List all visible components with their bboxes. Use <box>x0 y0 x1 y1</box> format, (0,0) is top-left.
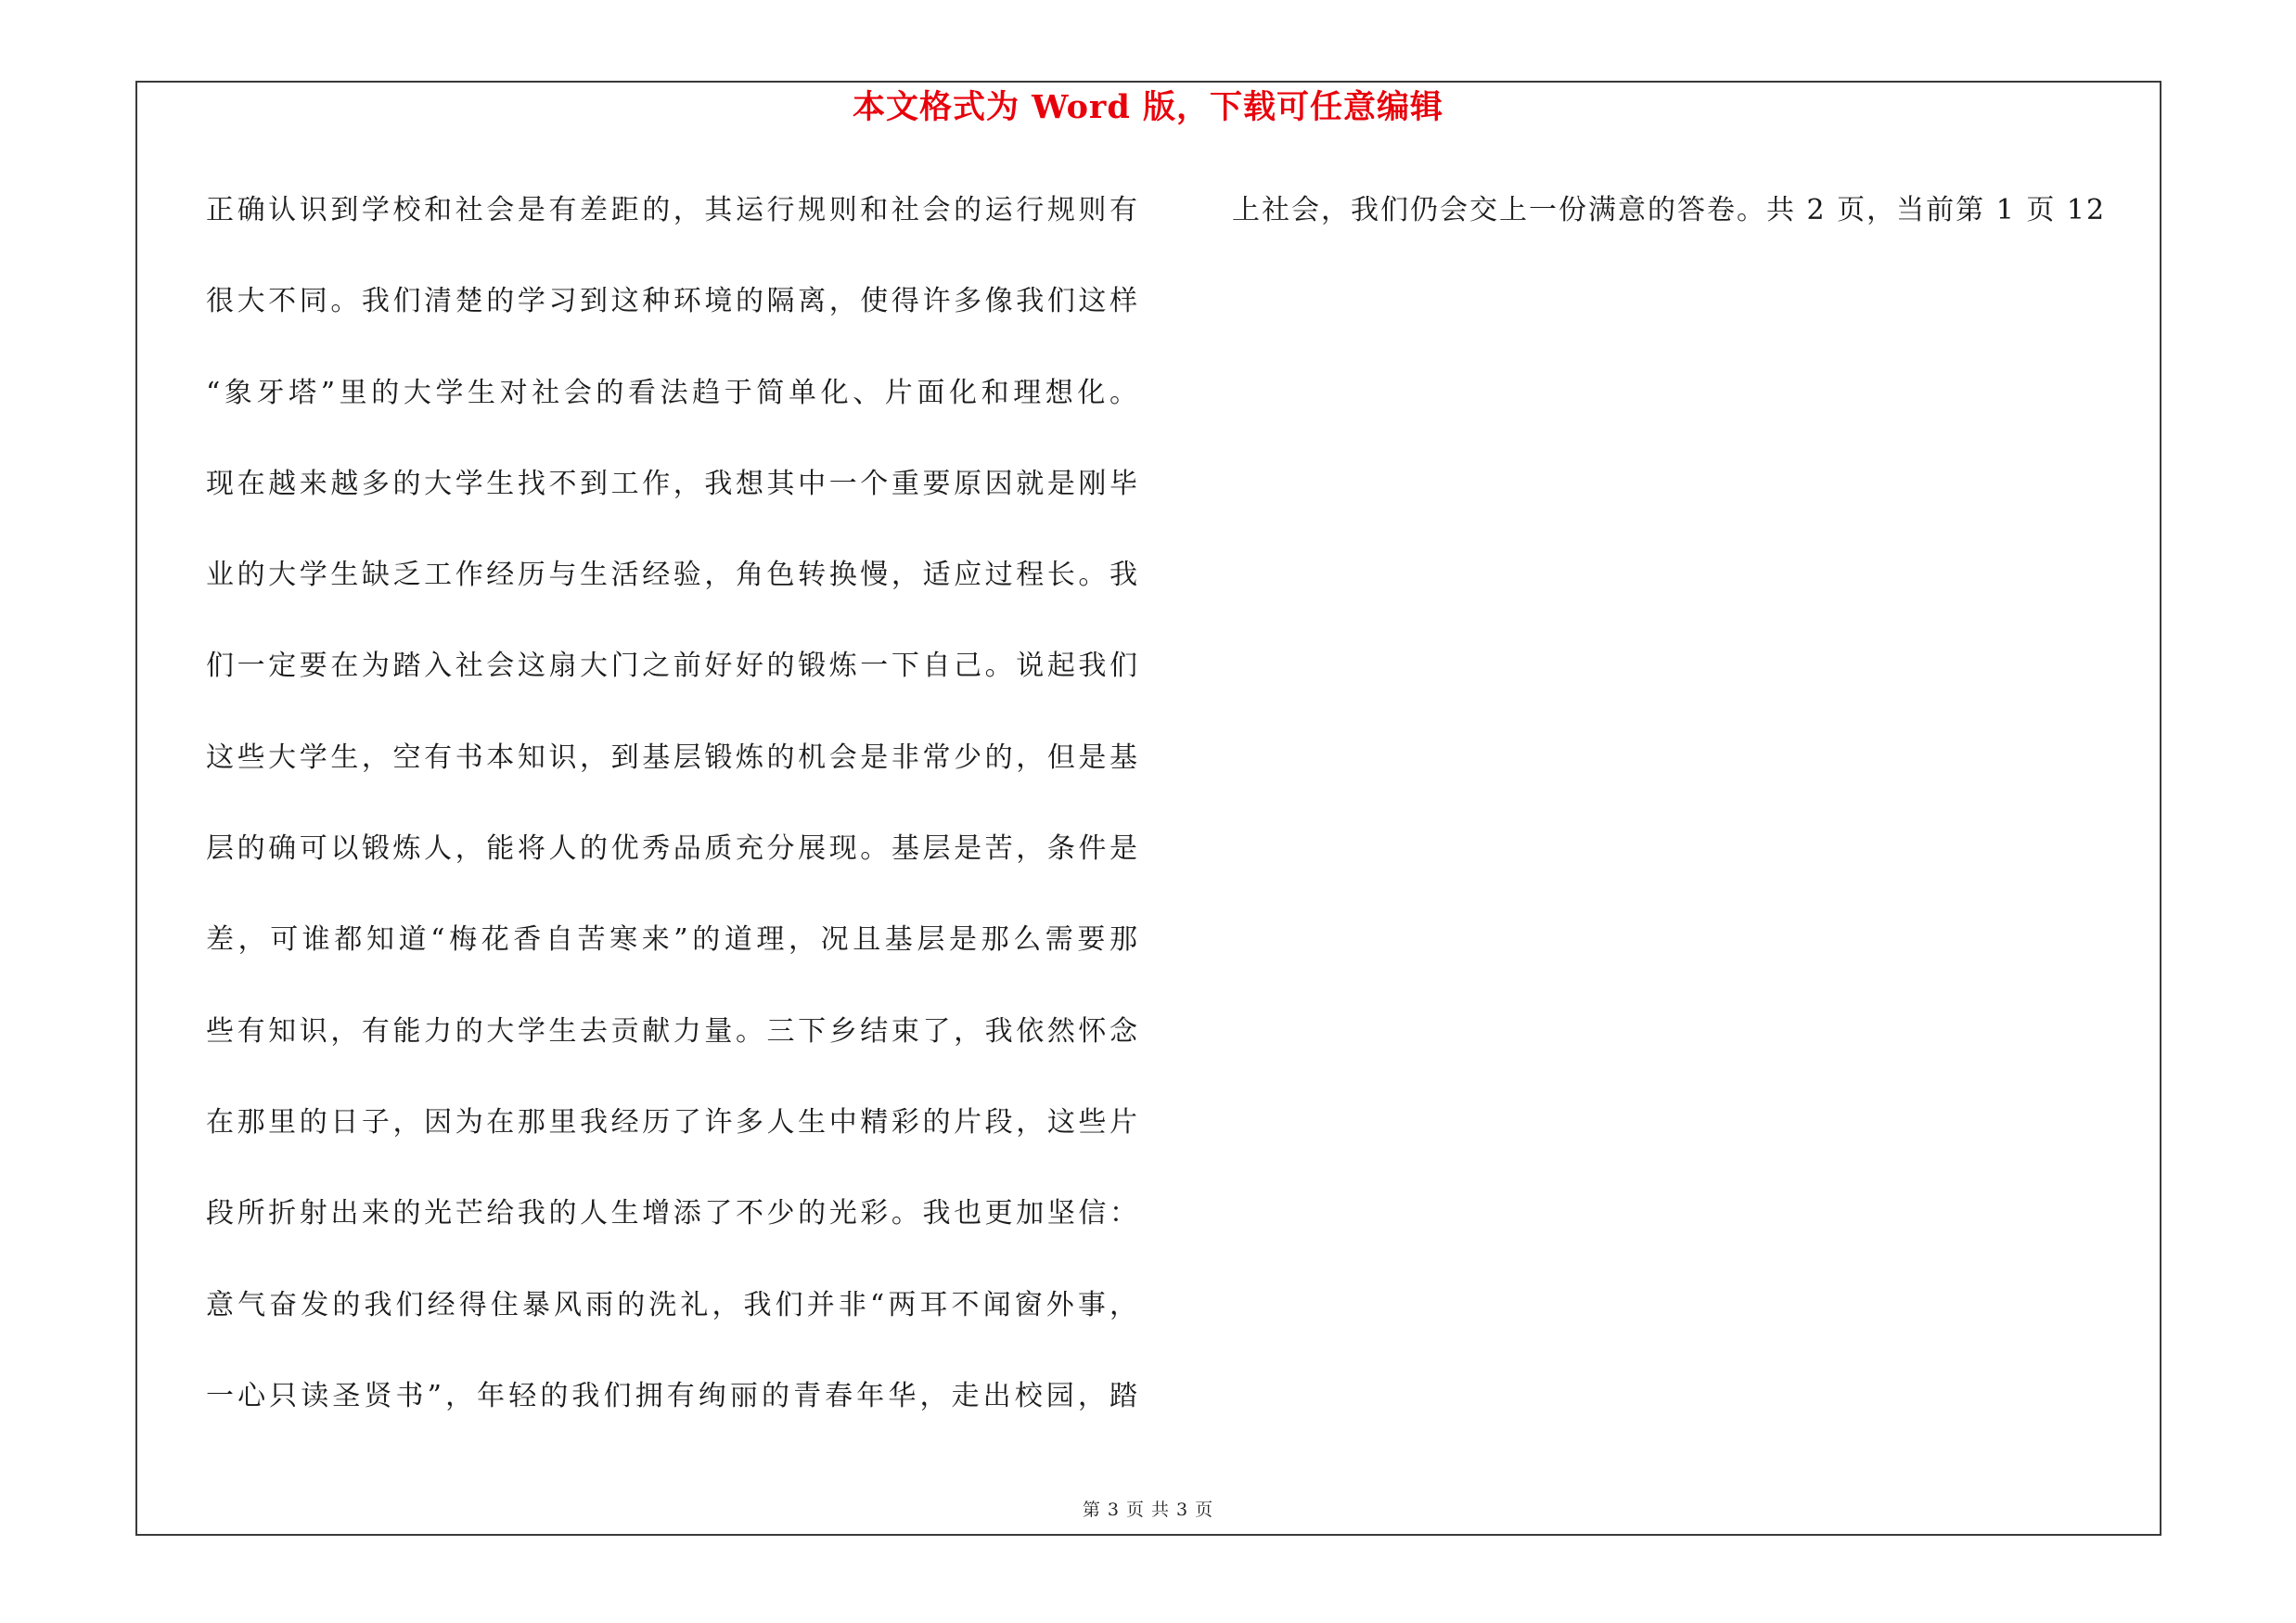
text-line: “象牙塔”里的大学生对社会的看法趋于简单化、片面化和理想化。 <box>206 376 1137 409</box>
text-line: 业的大学生缺乏工作经历与生活经验，角色转换慢，适应过程长。我 <box>206 559 1137 592</box>
text-line: 正确认识到学校和社会是有差距的，其运行规则和社会的运行规则有 <box>206 194 1137 226</box>
text-line: 上社会，我们仍会交上一份满意的答卷。共 2 页，当前第 1 页 12 <box>1232 194 2107 226</box>
text-line: 差，可谁都知道“梅花香自苦寒来”的道理，况且基层是那么需要那 <box>206 923 1137 957</box>
text-line: 在那里的日子，因为在那里我经历了许多人生中精彩的片段，这些片 <box>206 1105 1137 1139</box>
text-line: 这些大学生，空有书本知识，到基层锻炼的机会是非常少的，但是基 <box>206 741 1137 774</box>
text-line: 些有知识，有能力的大学生去贡献力量。三下乡结束了，我依然怀念 <box>206 1014 1137 1048</box>
text-line: 段所折射出来的光芒给我的人生增添了不少的光彩。我也更加坚信： <box>206 1197 1137 1230</box>
right-text-column <box>1232 165 2123 256</box>
text-line: 层的确可以锻炼人，能将人的优秀品质充分展现。基层是苦，条件是 <box>206 832 1137 866</box>
text-line: 们一定要在为踏入社会这扇大门之前好好的锻炼一下自己。说起我们 <box>206 650 1137 683</box>
text-line: 现在越来越多的大学生找不到工作，我想其中一个重要原因就是刚毕 <box>206 467 1137 500</box>
text-line: 一心只读圣贤书”，年轻的我们拥有绚丽的青春年华，走出校园，踏 <box>206 1379 1137 1412</box>
text-line: 很大不同。我们清楚的学习到这种环境的隔离，使得许多像我们这样 <box>206 285 1137 318</box>
text-line: 意气奋发的我们经得住暴风雨的洗礼，我们并非“两耳不闻窗外事， <box>206 1288 1137 1321</box>
left-text-column <box>206 165 1137 1442</box>
page-number-footer: 第 3 页 共 3 页 <box>1082 1500 1214 1520</box>
document-header-title: 本文格式为 Word 版，下载可任意编辑 <box>852 88 1444 126</box>
